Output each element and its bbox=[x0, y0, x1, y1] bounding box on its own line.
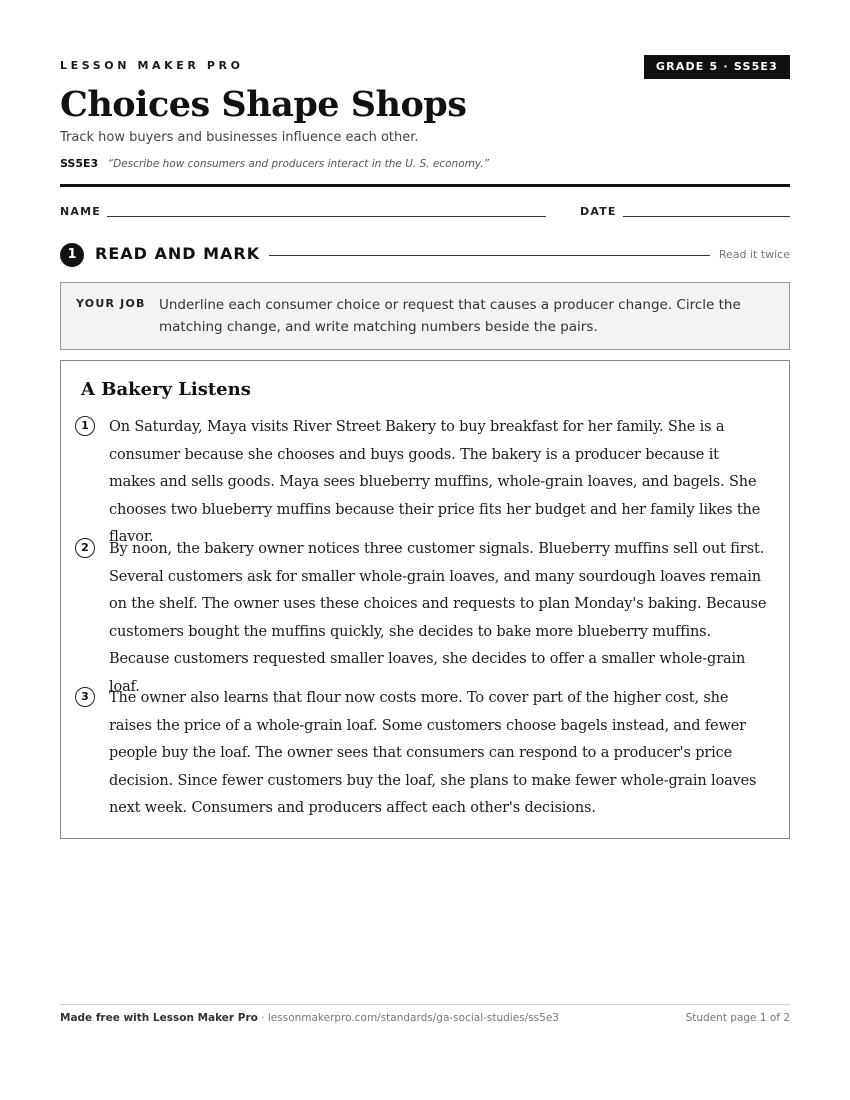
header-divider bbox=[60, 184, 790, 187]
paragraph-number: 1 bbox=[75, 416, 95, 436]
paragraph-number: 3 bbox=[75, 687, 95, 707]
worksheet-page bbox=[60, 0, 790, 1100]
instructions-label: YOUR JOB bbox=[76, 297, 146, 310]
footer-made-with: Made free with Lesson Maker Pro bbox=[60, 1012, 258, 1024]
paragraph-text: By noon, the bakery owner notices three customer signals. Blueberry muffins sell out first. Several customers ask for smaller whole-grain loaves, and many sourdough loaves remain on the shelf. The owner uses these choices and requests to plan Monday's baking. Because customers bought the muffins quickly, she decides to bake more blueberry muffins. Because customers requested smaller loaves, she decides to offer a smaller whole-grain loaf. bbox=[109, 541, 767, 695]
instructions-box bbox=[60, 282, 790, 350]
reading-passage-box bbox=[60, 360, 790, 839]
standard-description: “Describe how consumers and producers interact in the U. S. economy.” bbox=[107, 158, 490, 170]
standard-line bbox=[60, 157, 489, 170]
reading-title: A Bakery Listens bbox=[81, 379, 251, 400]
date-write-line[interactable] bbox=[623, 216, 790, 217]
page-subtitle: Track how buyers and businesses influence each other. bbox=[60, 130, 419, 145]
section-divider bbox=[269, 255, 710, 256]
instructions-text: Underline each consumer choice or request that causes a producer change. Circle the matching change, and write matching numbers beside the pairs. bbox=[159, 297, 741, 335]
footer-divider bbox=[60, 1004, 790, 1005]
date-label: DATE bbox=[580, 205, 617, 218]
section-number-badge: 1 bbox=[60, 243, 84, 267]
footer-page-number: Student page 1 of 2 bbox=[685, 1012, 790, 1024]
name-label: NAME bbox=[60, 205, 101, 218]
standard-code: SS5E3 bbox=[60, 157, 99, 170]
page-title: Choices Shape Shops bbox=[60, 84, 467, 125]
section-title: READ AND MARK bbox=[95, 244, 261, 263]
grade-badge: GRADE 5 · SS5E3 bbox=[644, 55, 790, 79]
section-note: Read it twice bbox=[718, 248, 790, 261]
paragraph-number: 2 bbox=[75, 538, 95, 558]
footer-separator: · bbox=[257, 1012, 268, 1024]
paragraph-text: The owner also learns that flour now costs more. To cover part of the higher cost, she raises the price of a whole-grain loaf. Some customers choose bagels instead, and fewer people buy the loaf. The owner sees that consumers can respond to a producer's price decision. Since fewer customers buy the loaf, she plans to make fewer whole-grain loaves next week. Consumers and producers affect each other's decisions. bbox=[109, 690, 757, 816]
footer-url[interactable]: lessonmakerpro.com/standards/ga-social-studies/ss5e3 bbox=[267, 1012, 559, 1024]
footer-credit bbox=[60, 1012, 559, 1024]
paragraph-text: On Saturday, Maya visits River Street Bakery to buy breakfast for her family. She is a consumer because she chooses and buys goods. The bakery is a producer because it makes and sells goods. Maya sees blueberry muffins, whole-grain loaves, and bagels. She chooses two blueberry muffins because their price fits her budget and her family likes the flavor. bbox=[109, 419, 761, 545]
name-write-line[interactable] bbox=[107, 216, 546, 217]
brand-name: LESSON MAKER PRO bbox=[60, 59, 244, 72]
